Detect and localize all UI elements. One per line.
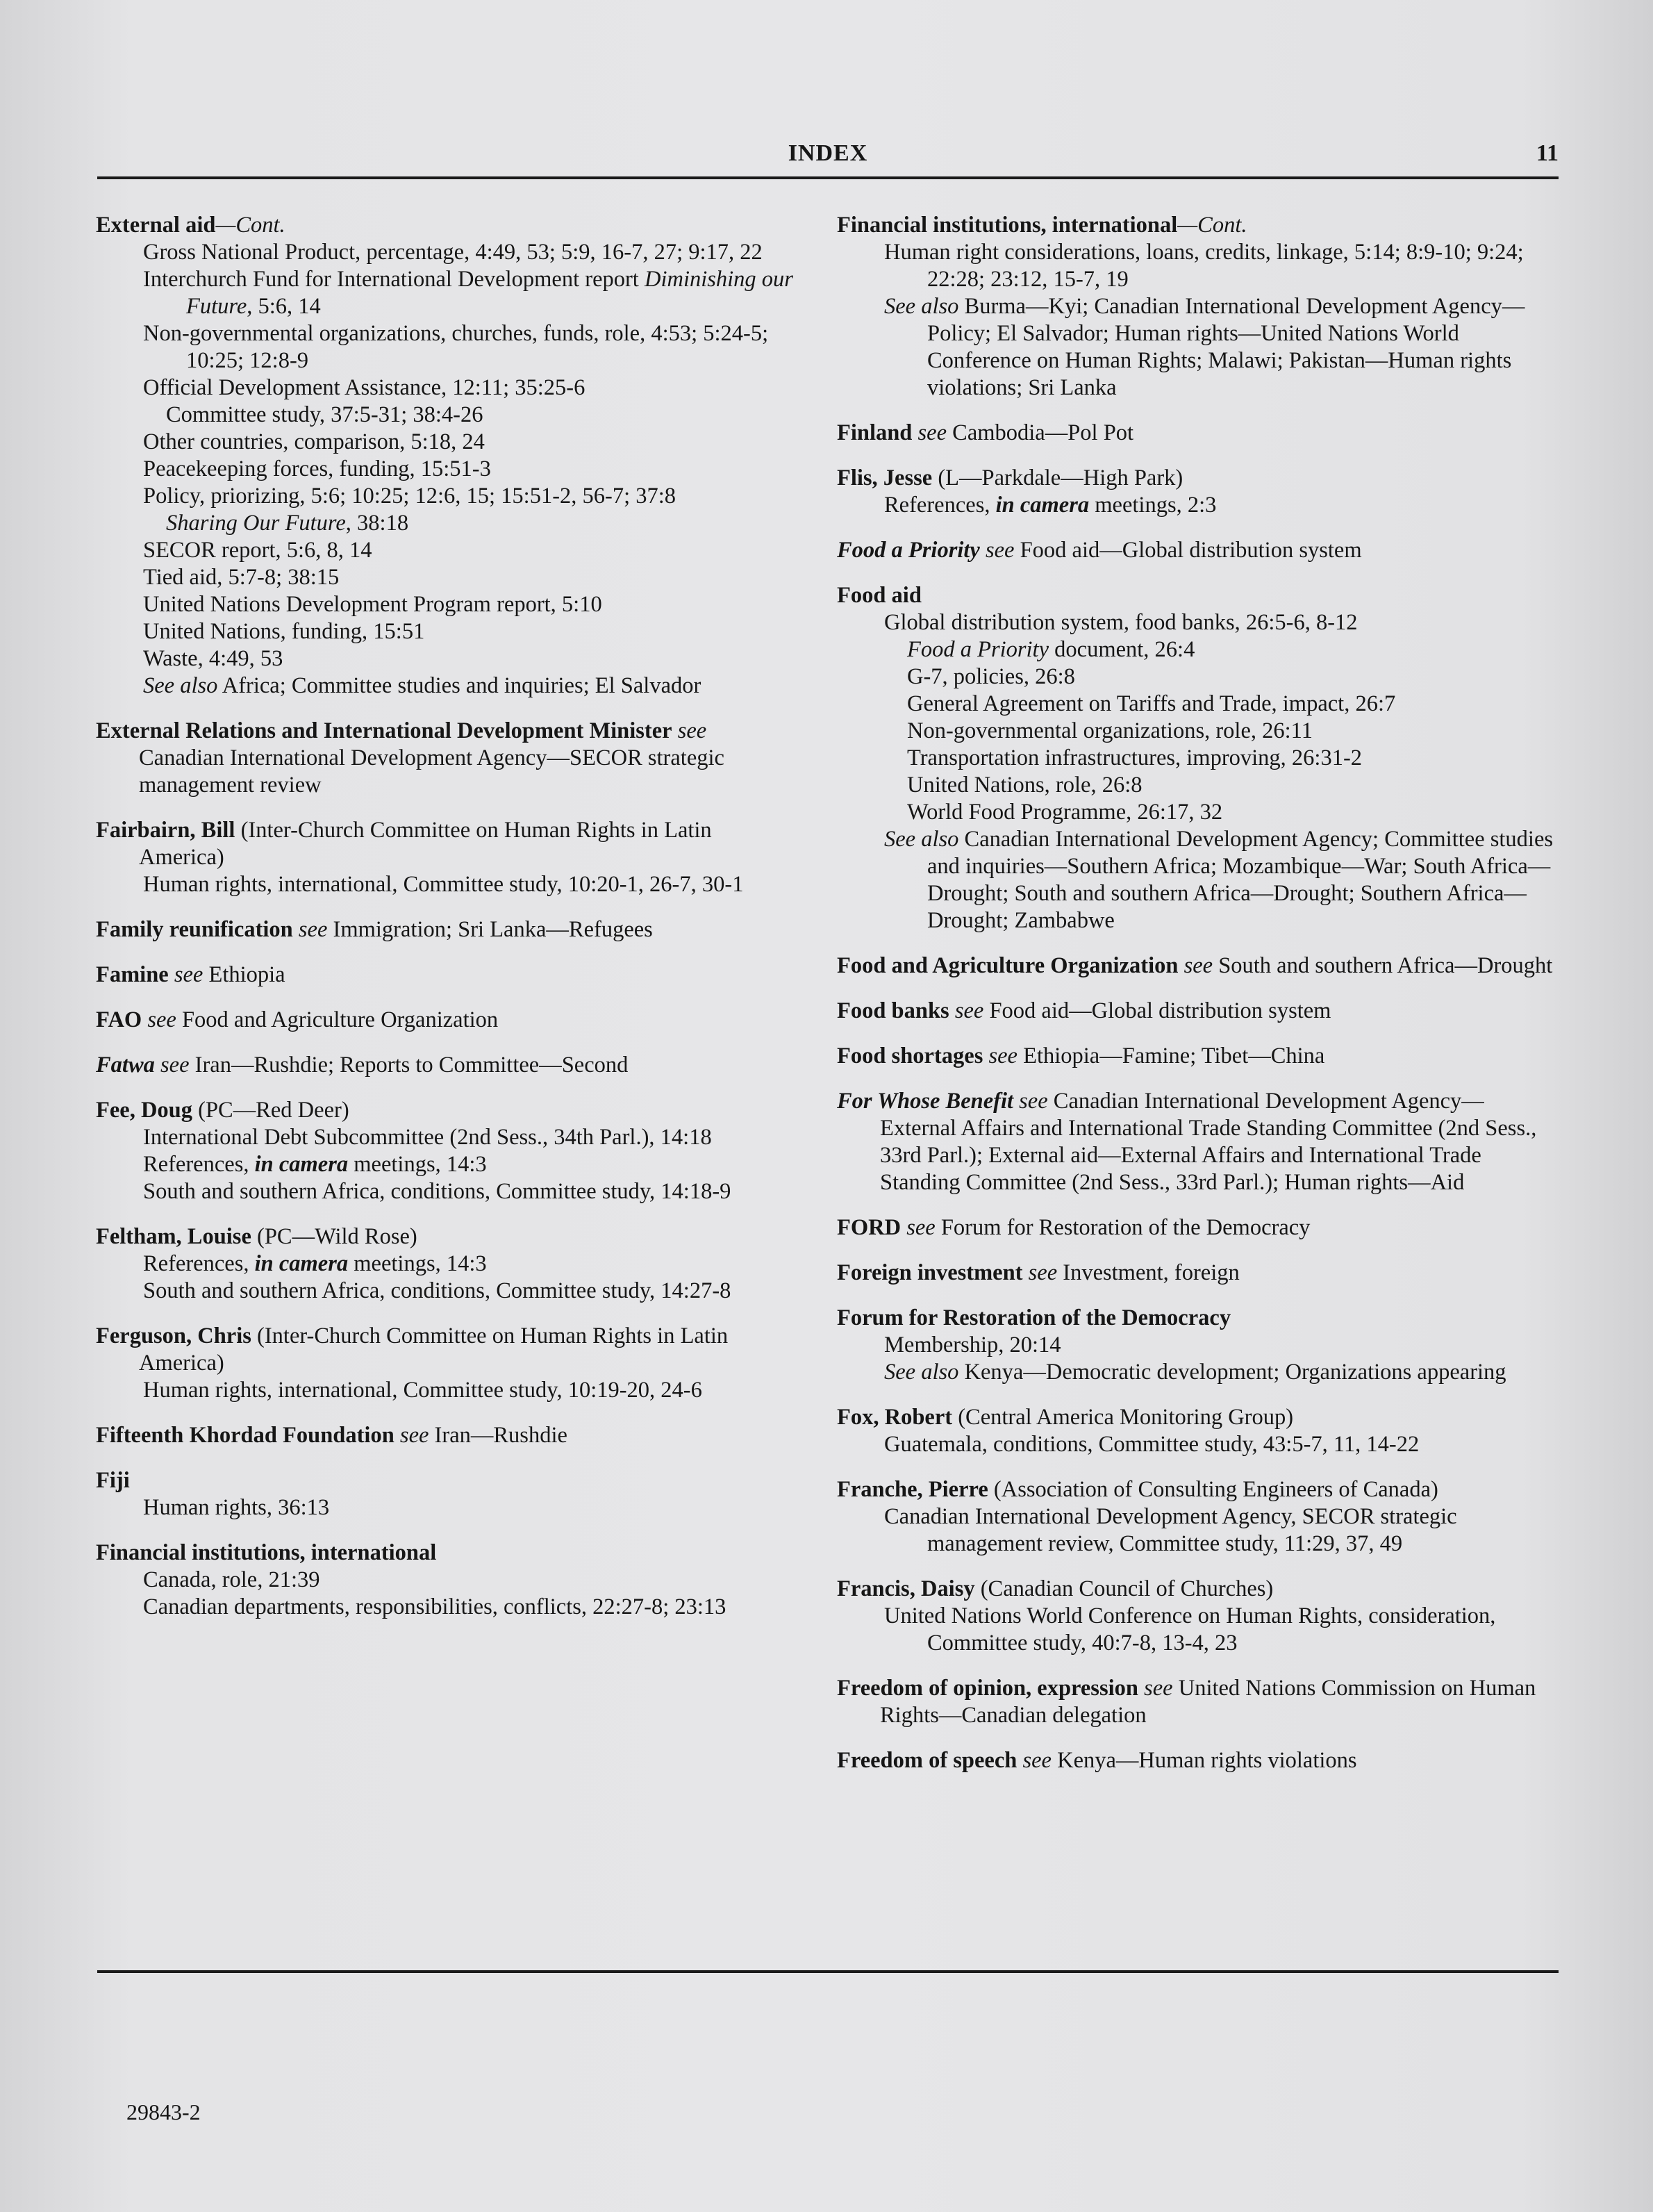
subentry: Human rights, international, Committee study, 10:19-20, 24-6	[143, 1378, 702, 1403]
index-entry: Food aid Global distribution system, food banks, 26:5-6, 8-12 Food a Priority document, 26:4 G-7, policies, 26:8 General Agreement on Tariffs and Trade, impact, 26:7 Non-governmental organizations, role, 26:11 Transportation infrastructures, improving, 26:31-2 United Nations, role, 26:8 World Food Programme, 26:17, 32 See also Canadian International Development Agency; Committee studies and inquiries—Southern Africa; Mozambique—War; South Africa—Drought; South and southern Africa—Drought; Southern Africa—Drought; Zambabwe	[837, 582, 1559, 934]
subentry: Tied aid, 5:7-8; 38:15	[143, 565, 340, 590]
index-entry: Food and Agriculture Organization see South and southern Africa—Drought	[837, 953, 1553, 978]
see-also: See also Burma—Kyi; Canadian International Development Agency—Policy; El Salvador; Human rights—United Nations World Conference on Human Rights; Malawi; Pakistan—Human rights violations; Sri Lanka	[884, 294, 1525, 400]
subentry: References, in camera meetings, 14:3	[143, 1251, 487, 1276]
subentry: References, in camera meetings, 2:3	[884, 493, 1217, 518]
subentry: Transportation infrastructures, improving, 26:31-2	[907, 745, 1363, 770]
index-entry: Financial institutions, international Canada, role, 21:39 Canadian departments, responsibilities, conflicts, 22:27-8; 23:13	[96, 1540, 797, 1621]
index-entry: Family reunification see Immigration; Sri Lanka—Refugees	[96, 917, 653, 942]
subentry: Non-governmental organizations, churches, funds, role, 4:53; 5:24-5; 10:25; 12:8-9	[143, 321, 769, 373]
subentry: General Agreement on Tariffs and Trade, impact, 26:7	[907, 691, 1396, 716]
index-entry: Freedom of opinion, expression see United Nations Commission on Human Rights—Canadian delegation	[837, 1676, 1536, 1728]
index-entry: For Whose Benefit see Canadian International Development Agency—External Affairs and International Trade Standing Committee (2nd Sess., 33rd Parl.); External aid—External Affairs and International Trade Standing Committee (2nd Sess., 33rd Parl.); Human rights—Aid	[837, 1089, 1537, 1195]
subentry: Non-governmental organizations, role, 26:11	[907, 718, 1313, 743]
index-entry: Ferguson, Chris (Inter-Church Committee on Human Rights in Latin America) Human rights, international, Committee study, 10:19-20, 24-6	[96, 1323, 797, 1404]
subentry: South and southern Africa, conditions, Committee study, 14:18-9	[143, 1179, 731, 1204]
subentry: Canadian International Development Agency, SECOR strategic management review, Committee study, 11:29, 37, 49	[884, 1504, 1457, 1556]
subentry: Sharing Our Future, 38:18	[166, 511, 409, 536]
subentry: Waste, 4:49, 53	[143, 646, 283, 671]
subentry: Food a Priority document, 26:4	[907, 637, 1195, 662]
see-also: See also Africa; Committee studies and inquiries; El Salvador	[143, 673, 701, 698]
see-also: See also Canadian International Development Agency; Committee studies and inquiries—Southern Africa; Mozambique—War; South Africa—Drought; South and southern Africa—Drought; Southern Africa—Drought; Zambabwe	[884, 827, 1554, 933]
index-entry: Financial institutions, international—Cont. Human right considerations, loans, credits, linkage, 5:14; 8:9-10; 9:24; 22:28; 23:12, 15-7, 19 See also Burma—Kyi; Canadian International Development Agency—Policy; El Salvador; Human rights—United Nations World Conference on Human Rights; Malawi; Pakistan—Human rights violations; Sri Lanka	[837, 212, 1559, 402]
index-entry: Forum for Restoration of the Democracy Membership, 20:14 See also Kenya—Democratic development; Organizations appearing	[837, 1305, 1559, 1386]
index-entry: Finland see Cambodia—Pol Pot	[837, 420, 1134, 445]
subentry: G-7, policies, 26:8	[907, 664, 1075, 689]
subentry: Membership, 20:14	[884, 1332, 1061, 1357]
continued-marker: —Cont.	[215, 213, 285, 238]
subentry: Policy, priorizing, 5:6; 10:25; 12:6, 15; 15:51-2, 56-7; 37:8	[143, 484, 676, 509]
right-column	[837, 212, 1559, 1792]
see-also: See also Kenya—Democratic development; Organizations appearing	[884, 1360, 1506, 1385]
subentry: Human right considerations, loans, credits, linkage, 5:14; 8:9-10; 9:24; 22:28; 23:12, 15-7, 19	[884, 240, 1524, 292]
subentry: Human rights, international, Committee study, 10:20-1, 26-7, 30-1	[143, 872, 744, 897]
subentry: Peacekeeping forces, funding, 15:51-3	[143, 456, 491, 481]
subentry: Committee study, 37:5-31; 38:4-26	[166, 402, 483, 427]
index-entry: Flis, Jesse (L—Parkdale—High Park) References, in camera meetings, 2:3	[837, 465, 1559, 519]
subentry: Interchurch Fund for International Development report Diminishing our Future, 5:6, 14	[143, 267, 793, 319]
index-entry: Franche, Pierre (Association of Consulting Engineers of Canada) Canadian International Development Agency, SECOR strategic management review, Committee study, 11:29, 37, 49	[837, 1476, 1559, 1558]
index-entry: Fee, Doug (PC—Red Deer) International Debt Subcommittee (2nd Sess., 34th Parl.), 14:18 References, in camera meetings, 14:3 South and southern Africa, conditions, Committee study, 14:18-9	[96, 1097, 797, 1205]
index-entry: Fatwa see Iran—Rushdie; Reports to Committee—Second	[96, 1053, 629, 1078]
index-entry: Foreign investment see Investment, foreign	[837, 1260, 1240, 1285]
subentry: United Nations, funding, 15:51	[143, 619, 425, 644]
index-entry: Food shortages see Ethiopia—Famine; Tibet—China	[837, 1043, 1325, 1068]
subentry: Other countries, comparison, 5:18, 24	[143, 429, 485, 454]
print-code: 29843-2	[126, 2099, 201, 2124]
index-entry: FORD see Forum for Restoration of the Democracy	[837, 1215, 1311, 1240]
subentry: Global distribution system, food banks, 26:5-6, 8-12	[884, 610, 1358, 635]
subentry: United Nations Development Program report, 5:10	[143, 592, 602, 617]
subentry: Canadian departments, responsibilities, conflicts, 22:27-8; 23:13	[143, 1594, 726, 1619]
subentry: Gross National Product, percentage, 4:49, 53; 5:9, 16-7, 27; 9:17, 22	[143, 240, 763, 265]
index-entry: Feltham, Louise (PC—Wild Rose) References, in camera meetings, 14:3 South and southern Africa, conditions, Committee study, 14:27-8	[96, 1223, 797, 1305]
index-entry: Food a Priority see Food aid—Global distribution system	[837, 538, 1362, 563]
index-entry: FAO see Food and Agriculture Organization	[96, 1007, 499, 1032]
running-title: INDEX	[788, 140, 868, 166]
index-entry: Fox, Robert (Central America Monitoring Group) Guatemala, conditions, Committee study, 43:5-7, 11, 14-22	[837, 1404, 1559, 1458]
index-entry: Fifteenth Khordad Foundation see Iran—Rushdie	[96, 1423, 567, 1448]
subentry: World Food Programme, 26:17, 32	[907, 800, 1223, 825]
page-header	[97, 140, 1559, 179]
index-entry: Freedom of speech see Kenya—Human rights violations	[837, 1748, 1357, 1773]
left-column	[96, 212, 797, 1639]
index-entry: Famine see Ethiopia	[96, 962, 285, 987]
subentry: Canada, role, 21:39	[143, 1567, 320, 1592]
index-entry: Fairbairn, Bill (Inter-Church Committee on Human Rights in Latin America) Human rights, international, Committee study, 10:20-1, 26-7, 30-1	[96, 817, 797, 898]
entry-heading: External aid	[96, 213, 216, 238]
subentry: SECOR report, 5:6, 8, 14	[143, 538, 372, 563]
subentry: References, in camera meetings, 14:3	[143, 1152, 487, 1177]
index-entry-external-aid	[96, 212, 797, 700]
subentry: Human rights, 36:13	[143, 1495, 330, 1520]
subentry: International Debt Subcommittee (2nd Sess., 34th Parl.), 14:18	[143, 1125, 712, 1150]
index-entry: External Relations and International Development Minister see Canadian International Development Agency—SECOR strategic management review	[96, 718, 724, 798]
footer-rule	[97, 1970, 1559, 1973]
subentry: Official Development Assistance, 12:11; 35:25-6	[143, 375, 585, 400]
subentry: United Nations World Conference on Human Rights, consideration, Committee study, 40:7-8, 13-4, 23	[884, 1603, 1496, 1656]
subentry: United Nations, role, 26:8	[907, 773, 1143, 798]
index-entry: Francis, Daisy (Canadian Council of Churches) United Nations World Conference on Human Rights, consideration, Committee study, 40:7-8, 13-4, 23	[837, 1576, 1559, 1657]
index-entry: Food banks see Food aid—Global distribution system	[837, 998, 1331, 1023]
subentry: South and southern Africa, conditions, Committee study, 14:27-8	[143, 1278, 731, 1303]
subentry: Guatemala, conditions, Committee study, 43:5-7, 11, 14-22	[884, 1432, 1420, 1457]
page-number: 11	[1536, 140, 1559, 166]
index-entry: Fiji Human rights, 36:13	[96, 1467, 797, 1521]
